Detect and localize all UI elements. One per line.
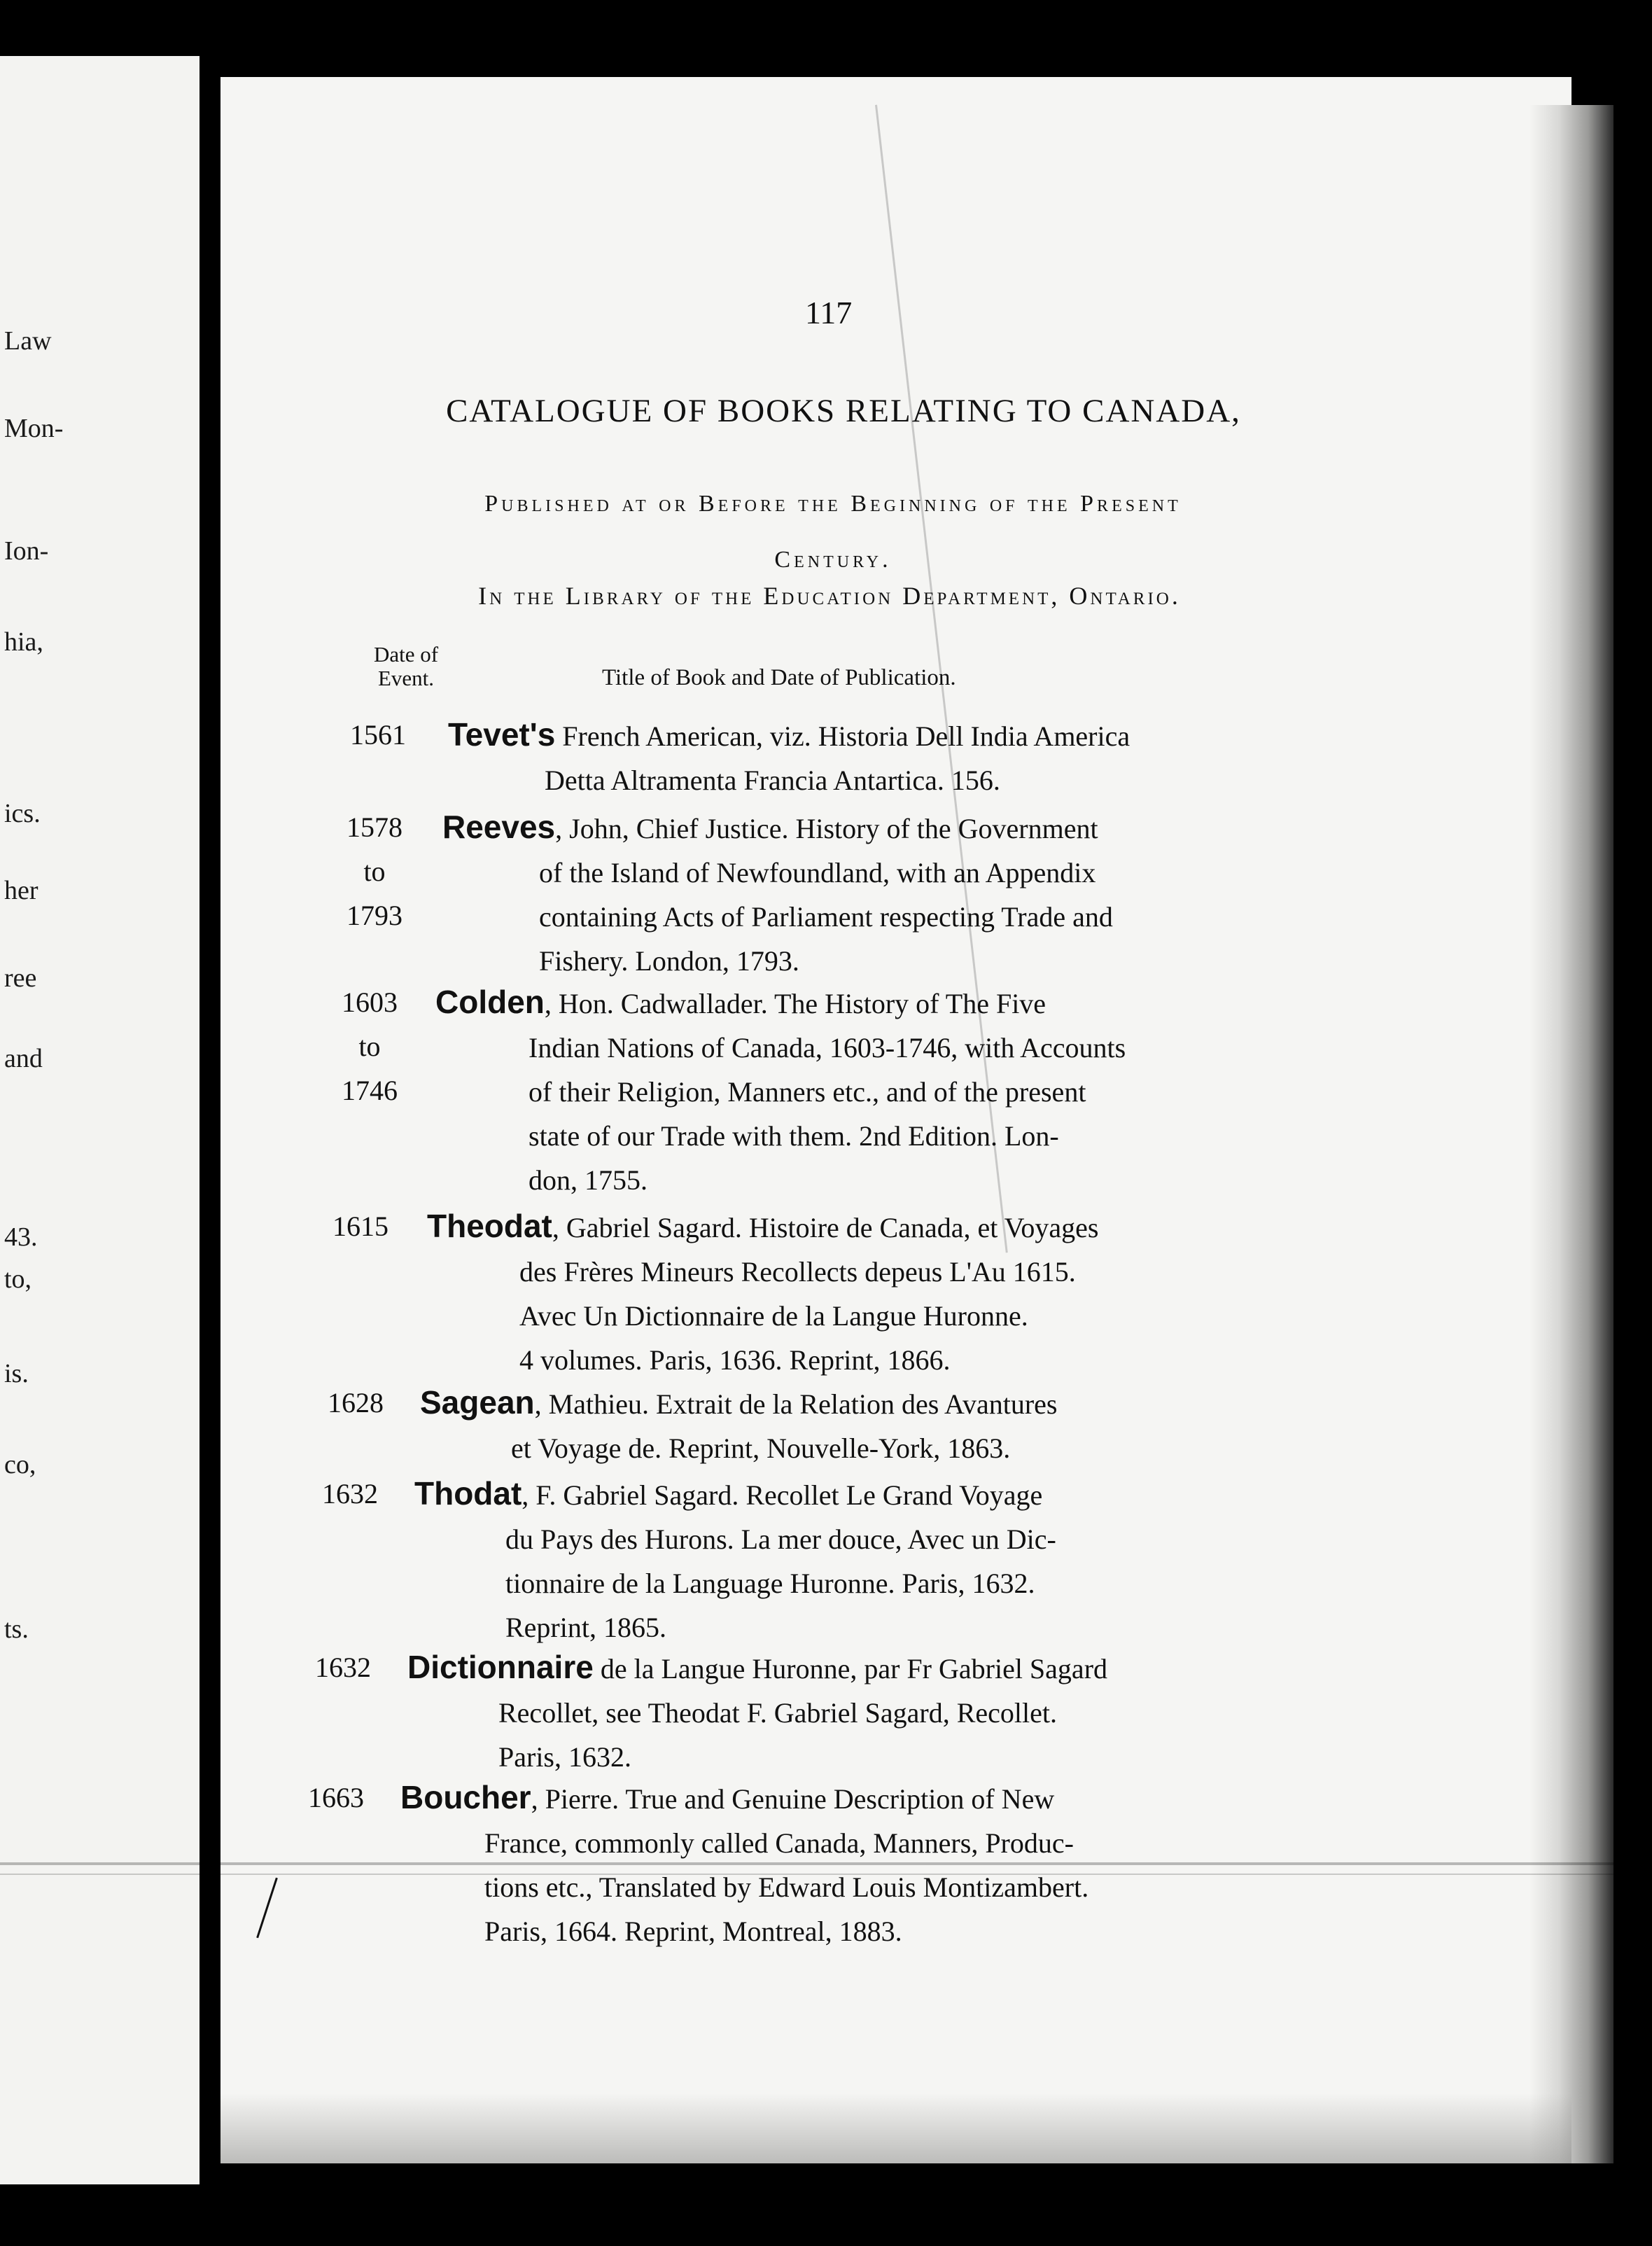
facing-page-word: ts. [4,1614,29,1644]
entry-text [435,980,1261,1202]
entry-line [407,1645,1233,1691]
entry-line: Paris, 1632. [498,1741,631,1773]
entry-line [400,1776,1226,1821]
entry-line: Avec Un Dictionnaire de la Langue Huronne. [519,1300,1028,1332]
entry-author: Boucher [400,1779,531,1815]
entry-line-text: , Hon. Cadwallader. The History of The Five [544,988,1046,1019]
entry-date [308,1472,392,1516]
page-shadow [220,2093,1572,2163]
entry-line-text: de la Langue Huronne, par Fr Gabriel Sagard [593,1653,1108,1684]
facing-page [0,56,200,2184]
entry-line: don, 1755. [528,1164,648,1196]
entry-line: et Voyage de. Reprint, Nouvelle-York, 1863. [511,1432,1011,1464]
entry-line-text: , Gabriel Sagard. Histoire de Canada, et Voyages [552,1212,1099,1243]
entry-date [294,1776,378,1820]
facing-page-word: ics. [4,799,41,828]
entry-text [427,1204,1253,1382]
entry-line: Paris, 1664. Reprint, Montreal, 1883. [484,1916,902,1947]
entry-date-line: to [358,1031,381,1062]
page-edge [1530,105,1614,2163]
entry-line [448,713,1274,758]
entry-text [448,713,1274,802]
entry-line: Fishery. London, 1793. [539,945,799,977]
entry-date-line: 1603 [342,986,398,1018]
entry-line: du Pays des Hurons. La mer douce, Avec un Dic- [505,1523,1056,1555]
entry-date-line: 1793 [346,900,402,931]
date-column-header [354,643,458,690]
entry-line: tions etc., Translated by Edward Louis Montizambert. [484,1871,1089,1903]
entry-line: Indian Nations of Canada, 1603-1746, with Accounts [528,1032,1126,1063]
entry-text [414,1472,1240,1649]
entry-date [332,805,416,937]
facing-page-word: ree [4,963,37,993]
entry-line-text: , F. Gabriel Sagard. Recollet Le Grand Voyage [522,1479,1043,1511]
entry-date-line: 1628 [328,1387,384,1418]
entry-line [420,1381,1246,1426]
facing-page-word: Ion- [4,536,49,566]
entry-author: Theodat [427,1208,552,1244]
title-column-header: Title of Book and Date of Publication. [602,665,956,690]
entry-line: France, commonly called Canada, Manners, Produc- [484,1827,1074,1859]
entry-date-line: 1746 [342,1075,398,1106]
entry-date [314,1381,398,1425]
entry-author: Sagean [420,1384,535,1421]
facing-page-word: her [4,876,38,905]
entry-line: containing Acts of Parliament respecting Trade and [539,901,1113,933]
date-header-line: Date of [373,642,439,667]
facing-page-word: and [4,1044,43,1073]
facing-page-word: to, [4,1264,32,1294]
entry-author: Dictionnaire [407,1649,594,1685]
facing-page-word: co, [4,1450,36,1479]
entry-text [442,805,1268,983]
entry-date [336,713,420,757]
library-line: In the Library of the Education Department, Ontario. [478,582,1181,610]
entry-author: Colden [435,984,545,1020]
entry-author: Tevet's [448,716,556,753]
page-subtitle [364,476,1302,588]
page-title: CATALOGUE OF BOOKS RELATING TO CANADA, [446,393,1241,429]
entry-date-line: 1578 [346,811,402,843]
entry-line [427,1204,1253,1250]
entry-author: Reeves [442,809,556,845]
entry-line: Reprint, 1865. [505,1612,666,1643]
page-number: 117 [805,295,853,330]
entry-date-line: 1632 [322,1478,378,1509]
entry-line-text: , John, Chief Justice. History of the Government [555,813,1098,844]
entry-line [435,980,1261,1026]
entry-line: 4 volumes. Paris, 1636. Reprint, 1866. [519,1344,951,1376]
facing-page-word: Law [4,326,52,356]
entry-date-line: to [363,856,386,887]
entry-line-text: French American, viz. Historia Dell India America [555,720,1130,752]
entry-date-line: 1632 [315,1652,371,1683]
entry-line [442,805,1268,851]
book-spine [200,0,220,2246]
entry-date-line: 1663 [308,1782,364,1813]
facing-page-word: 43. [4,1222,38,1252]
entry-date [301,1645,385,1689]
entry-text [407,1645,1233,1779]
entry-line: Recollet, see Theodat F. Gabriel Sagard, Recollet. [498,1697,1058,1729]
entry-date [328,980,412,1112]
facing-page-word: hia, [4,627,43,657]
entry-author: Thodat [414,1475,522,1512]
entry-line-text: , Mathieu. Extrait de la Relation des Avantures [534,1388,1058,1420]
entry-line: state of our Trade with them. 2nd Edition. Lon- [528,1120,1059,1152]
entry-line: Detta Altramenta Francia Antartica. 156. [545,765,1000,796]
facing-page-word: is. [4,1359,29,1388]
subtitle-line: Published at or Before the Beginning of the Present [484,491,1182,517]
facing-page-word: Mon- [4,414,64,443]
entry-line: of the Island of Newfoundland, with an Appendix [539,857,1096,888]
entry-text [420,1381,1246,1470]
subtitle-line: Century. [774,547,892,573]
entry-line: tionnaire de la Language Huronne. Paris, 1632. [505,1568,1035,1599]
entry-date-line: 1615 [332,1211,388,1242]
entry-text [400,1776,1226,1953]
date-header-line: Event. [377,666,435,690]
entry-date-line: 1561 [350,719,406,751]
entry-line: des Frères Mineurs Recollects depeus L'Au 1615. [519,1256,1076,1288]
entry-date [318,1204,402,1248]
entry-line [414,1472,1240,1517]
entry-line: of their Religion, Manners etc., and of the present [528,1076,1086,1108]
entry-line-text: , Pierre. True and Genuine Description of New [531,1783,1055,1815]
